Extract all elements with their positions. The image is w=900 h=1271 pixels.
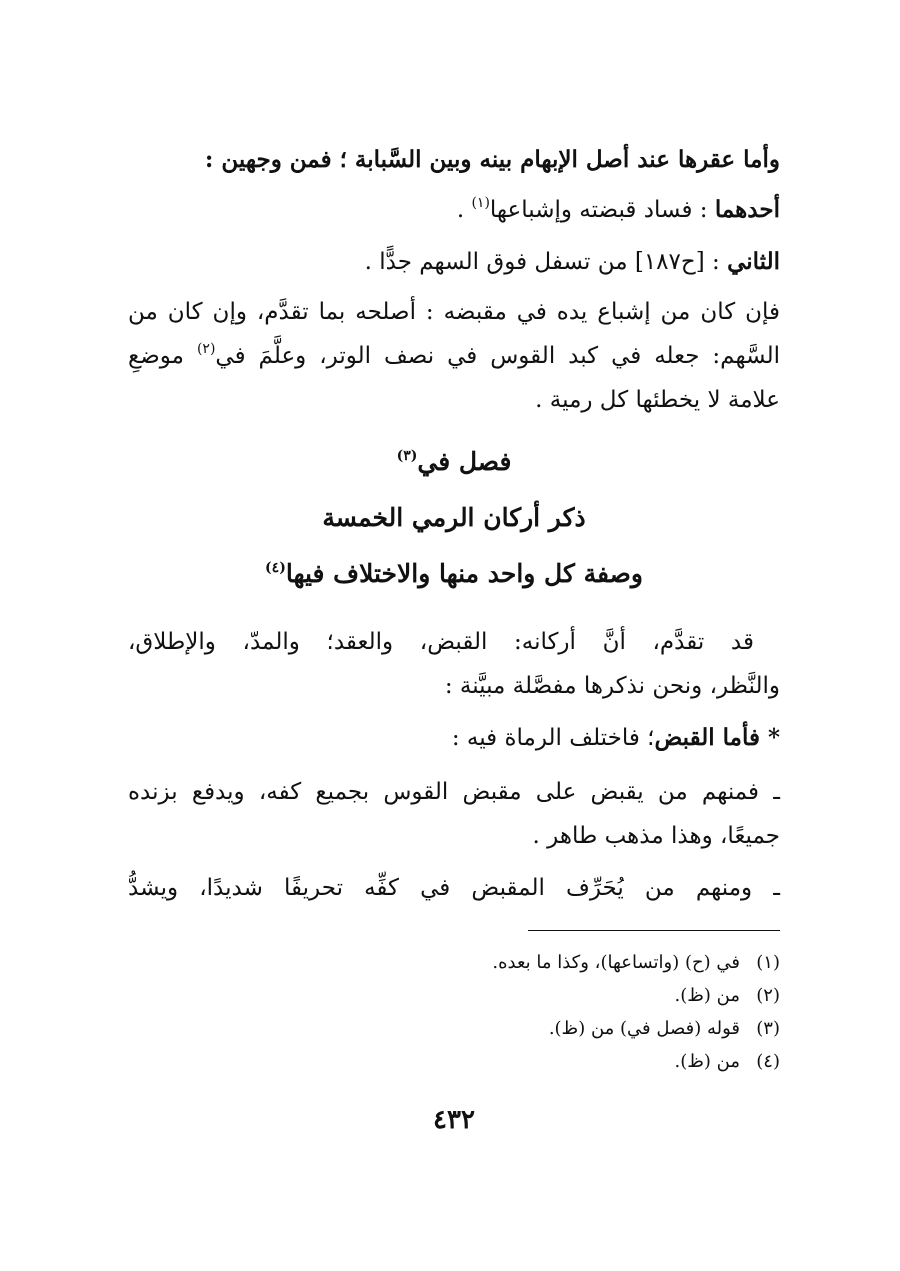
label-first: أحدهما [714, 196, 780, 223]
footnote-4-text: من (ظ). [674, 1051, 740, 1072]
page-number: ٤٣٢ [433, 1105, 475, 1135]
body-line-5 [128, 336, 780, 376]
body-line-10: ـ فمنهم من يقبض على مقبض القوس بجميع كفه، ويدفع بزنده [128, 779, 780, 805]
footnote-1 [492, 946, 780, 979]
footnote-3-text: قوله (فصل في) من (ظ). [548, 1018, 740, 1039]
body-line-12: ـ ومنهم من يُحَرِّف المقبض في كفِّه تحريفًا شديدًا، ويشدُّ [128, 875, 780, 901]
footnote-2-number: (٢) [756, 985, 780, 1006]
section-heading-3 [128, 552, 780, 596]
footnote-divider [528, 930, 780, 931]
body-line-2 [457, 190, 780, 230]
body-line-9-text: ؛ فاختلف الرماة فيه : [451, 725, 655, 751]
body-line-2-end: . [456, 197, 472, 223]
footnote-ref-3: (٣) [396, 448, 418, 464]
body-line-5-post: موضعِ [128, 343, 197, 369]
body-line-3-text: : [ح١٨٧] من تسفل فوق السهم جدًّا . [364, 249, 728, 275]
footnote-1-number: (١) [756, 952, 780, 973]
document-page [128, 140, 780, 1260]
label-second: الثاني [727, 248, 780, 275]
footnote-3 [549, 1012, 780, 1045]
footnote-ref-2: (٢) [196, 341, 216, 357]
footnote-3-number: (٣) [756, 1018, 780, 1039]
footnote-2-text: من (ظ). [674, 985, 740, 1006]
body-line-11: جميعًا، وهذا مذهب طاهر . [532, 823, 780, 849]
footnote-4 [675, 1045, 780, 1078]
body-line-8: والنَّظر، ونحن نذكرها مفصَّلة مبيَّنة : [444, 673, 780, 699]
body-line-2-text: : فساد قبضته وإشباعها [489, 197, 715, 223]
body-line-4: فإن كان من إشباع يده في مقبضه : أصلحه بما تقدَّم، وإن كان من [128, 299, 780, 325]
section-heading-1 [128, 440, 780, 484]
footnote-2 [675, 979, 780, 1012]
body-line-7: قد تقدَّم، أنَّ أركانه: القبض، والعقد؛ والمدّ، والإطلاق، [128, 629, 754, 655]
body-line-6: علامة لا يخطئها كل رمية . [535, 387, 780, 413]
body-line-3 [365, 242, 780, 282]
heading-line-3: وصفة كل واحد منها والاختلاف فيها [285, 559, 643, 588]
footnote-4-number: (٤) [756, 1051, 780, 1072]
heading-line-1: فصل في [417, 447, 512, 476]
section-heading-2: ذكر أركان الرمي الخمسة [322, 503, 586, 532]
label-qabd: * فأما القبض [654, 724, 780, 751]
body-line-1: وأما عقرها عند أصل الإبهام بينه وبين السَّبابة ؛ فمن وجهين : [204, 146, 780, 173]
body-line-9 [452, 718, 780, 758]
footnote-ref-1: (١) [471, 195, 490, 211]
footnote-ref-4: (٤) [265, 560, 286, 576]
footnote-1-text: في (ح) (واتساعها)، وكذا ما بعده. [492, 952, 740, 973]
body-line-5-pre: السَّهم: جعله في كبد القوس في نصف الوتر، وعلَّمَ في [215, 343, 780, 369]
